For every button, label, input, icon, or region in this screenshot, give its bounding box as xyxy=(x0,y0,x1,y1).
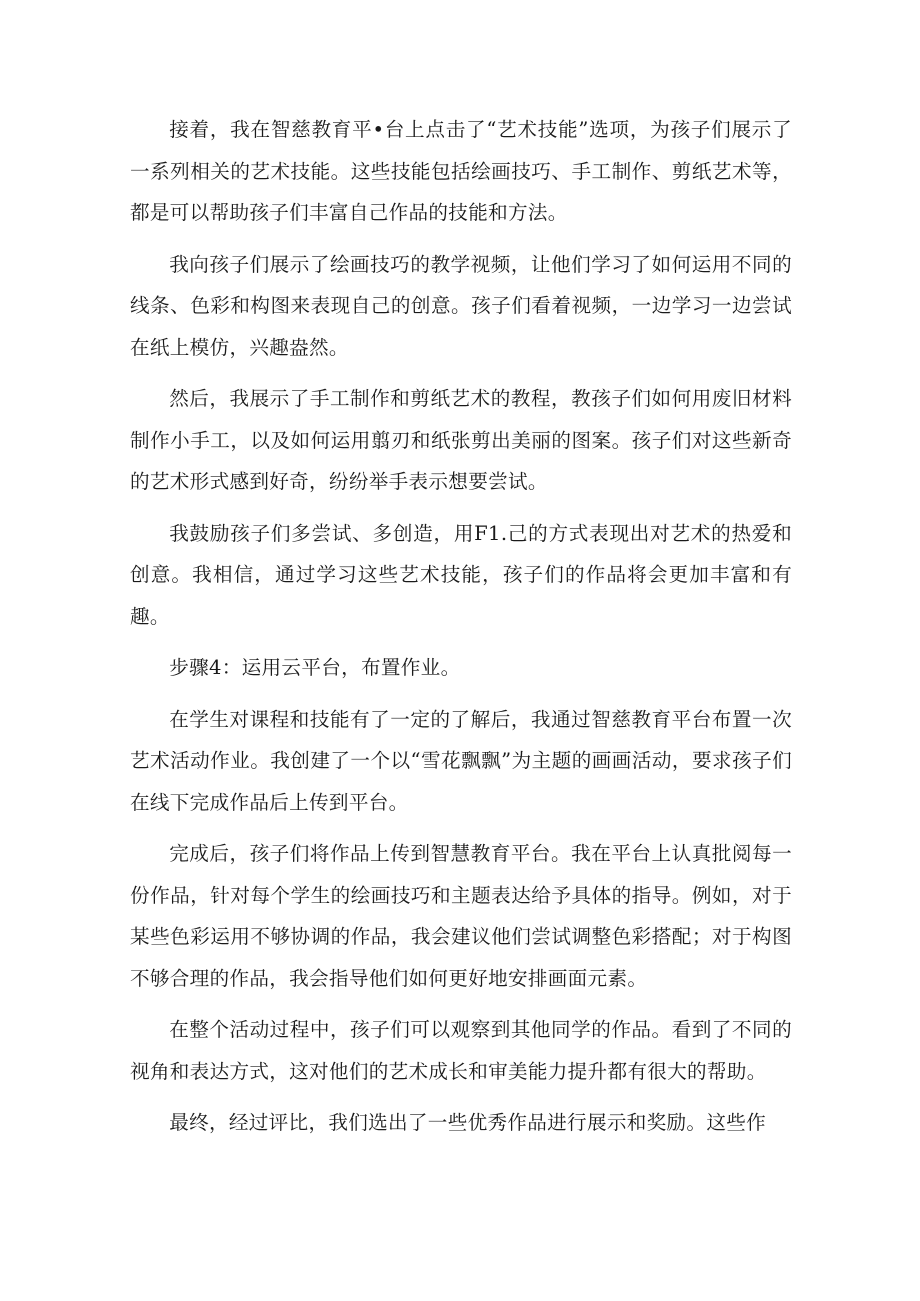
paragraph-observe: 在整个活动过程中，孩子们可以观察到其他同学的作品。看到了不同的视角和表达方式，这对他们的艺术成长和审美能力提升都有很大的帮助。 xyxy=(130,1018,792,1083)
step-4-heading: 步骤4：运用云平台，布置作业。 xyxy=(169,656,461,679)
document-body xyxy=(130,109,792,1154)
paragraph-final: 最终，经过评比，我们选出了一些优秀作品进行展示和奖励。这些作 xyxy=(169,1111,766,1134)
paragraph-drawing-video: 我向孩子们展示了绘画技巧的教学视频，让他们学习了如何运用不同的线条、色彩和构图来表现自己的创意。孩子们看着视频，一边学习一边尝试在纸上模仿，兴趣盎然。 xyxy=(130,252,792,359)
paragraph-art-skills: 接着，我在智慈教育平•台上点击了“艺术技能”选项，为孩子们展示了一系列相关的艺术技能。这些技能包括绘画技巧、手工制作、剪纸艺术等，都是可以帮助孩子们丰富自己作品的技能和方法。 xyxy=(130,118,792,224)
paragraph-assignment: 在学生对课程和技能有了一定的了解后，我通过智慈教育平台布置一次艺术活动作业。我创建了一个以“雪花飘飘”为主题的画画活动，要求孩子们在线下完成作品后上传到平台。 xyxy=(130,707,792,814)
paragraph-review: 完成后，孩子们将作品上传到智慧教育平台。我在平台上认真批阅每一份作品，针对每个学生的绘画技巧和主题表达给予具体的指导。例如，对于某些色彩运用不够协调的作品，我会建议他们尝试调整色彩搭配；对于构图不够合理的作品，我会指导他们如何更好地安排画面元素。 xyxy=(130,842,792,990)
paragraph-encourage: 我鼓励孩子们多尝试、多创造，用F1.己的方式表现出对艺术的热爱和创意。我相信，通过学习这些艺术技能，孩子们的作品将会更加丰富和有趣。 xyxy=(130,521,792,628)
paragraph-handcraft: 然后，我展示了手工制作和剪纸艺术的教程，教孩子们如何用废旧材料制作小手工，以及如何运用翦刃和纸张剪出美丽的图案。孩子们对这些新奇的艺术形式感到好奇，纷纷举手表示想要尝试。 xyxy=(130,387,792,493)
